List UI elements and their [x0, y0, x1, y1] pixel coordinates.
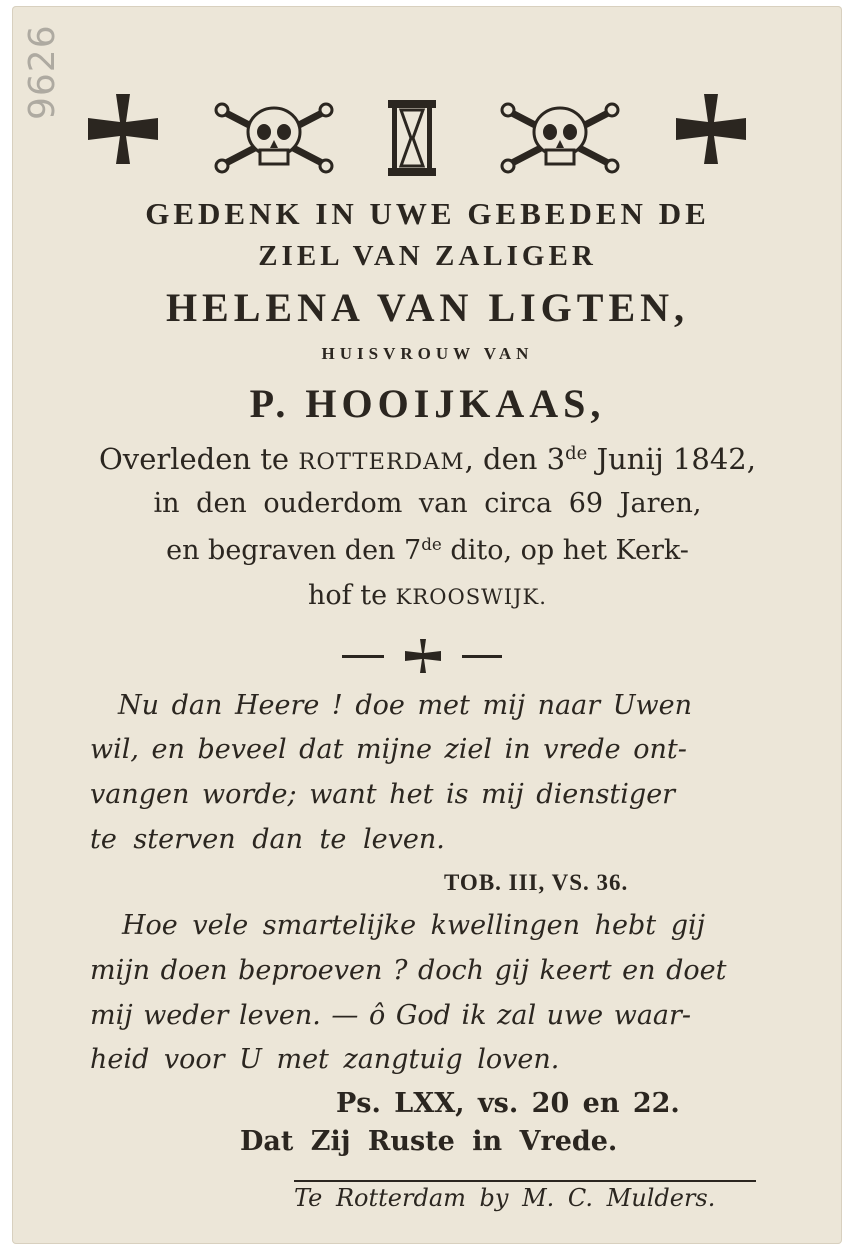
heading-line-2: ZIEL VAN ZALIGER [258, 240, 597, 272]
divider-dash [342, 655, 384, 658]
verse1-line-3: vangen worde; want het is mij dienstiger [90, 779, 676, 810]
death-city: ROTTERDAM [298, 449, 465, 475]
verse2-line-3: mij weder leven. — ô God ik zal uwe waar- [90, 1000, 692, 1031]
verse1-reference: TOB. III, VS. 36. [444, 870, 629, 895]
verse1-line-4: te sterven dan te leven. [90, 824, 445, 855]
verse1-line-2: wil, en beveel dat mijne ziel in vrede ont- [90, 734, 687, 765]
pencil-inventory-number: 9626 [22, 24, 63, 120]
printer-imprint: Te Rotterdam by M. C. Mulders. [294, 1184, 716, 1212]
closing-line: Dat Zij Ruste in Vrede. [240, 1126, 618, 1157]
deceased-name: HELENA VAN LIGTEN, [165, 285, 690, 330]
ordinal-suffix: de [421, 534, 442, 554]
cross-icon [404, 638, 442, 674]
relation-label: HUISVROUW VAN [321, 344, 534, 363]
verse2-line-4: heid voor U met zangtuig loven. [90, 1044, 560, 1075]
verse2-line-2: mijn doen beproeven ? doch gij keert en doet [90, 955, 727, 986]
ordinal-suffix: de [565, 443, 588, 465]
skull-crossbones-icon [500, 102, 620, 174]
verse1-line-1: Nu dan Heere ! doe met mij naar Uwen [118, 690, 692, 721]
verse2-line-1: Hoe vele smartelijke kwellingen hebt gij [122, 910, 705, 941]
burial-text: en begraven den 7 [166, 535, 422, 567]
death-line-3 [0, 534, 855, 566]
death-line-4 [0, 580, 855, 611]
cross-icon [86, 92, 160, 166]
spouse-name: P. HOOIJKAAS, [249, 381, 606, 426]
burial-text: dito, op het Kerk- [441, 535, 689, 567]
ornament-row [0, 92, 855, 182]
cross-icon [674, 92, 748, 166]
death-line-1 [0, 442, 855, 476]
burial-place: KROOSWIJK. [395, 584, 547, 609]
heading-line-1: GEDENK IN UWE GEBEDEN DE [145, 196, 710, 231]
divider-dash [462, 655, 502, 658]
death-line-2: in den ouderdom van circa 69 Jaren, [153, 488, 702, 519]
skull-crossbones-icon [214, 102, 334, 174]
verse2-reference: Ps. LXX, vs. 20 en 22. [336, 1088, 680, 1119]
death-text: Junij 1842, [587, 442, 756, 476]
printer-rule [294, 1180, 756, 1182]
burial-text: hof te [308, 580, 396, 611]
hourglass-icon [386, 98, 438, 178]
death-text: Overleden te [99, 442, 299, 476]
death-text: , den 3 [464, 442, 566, 476]
